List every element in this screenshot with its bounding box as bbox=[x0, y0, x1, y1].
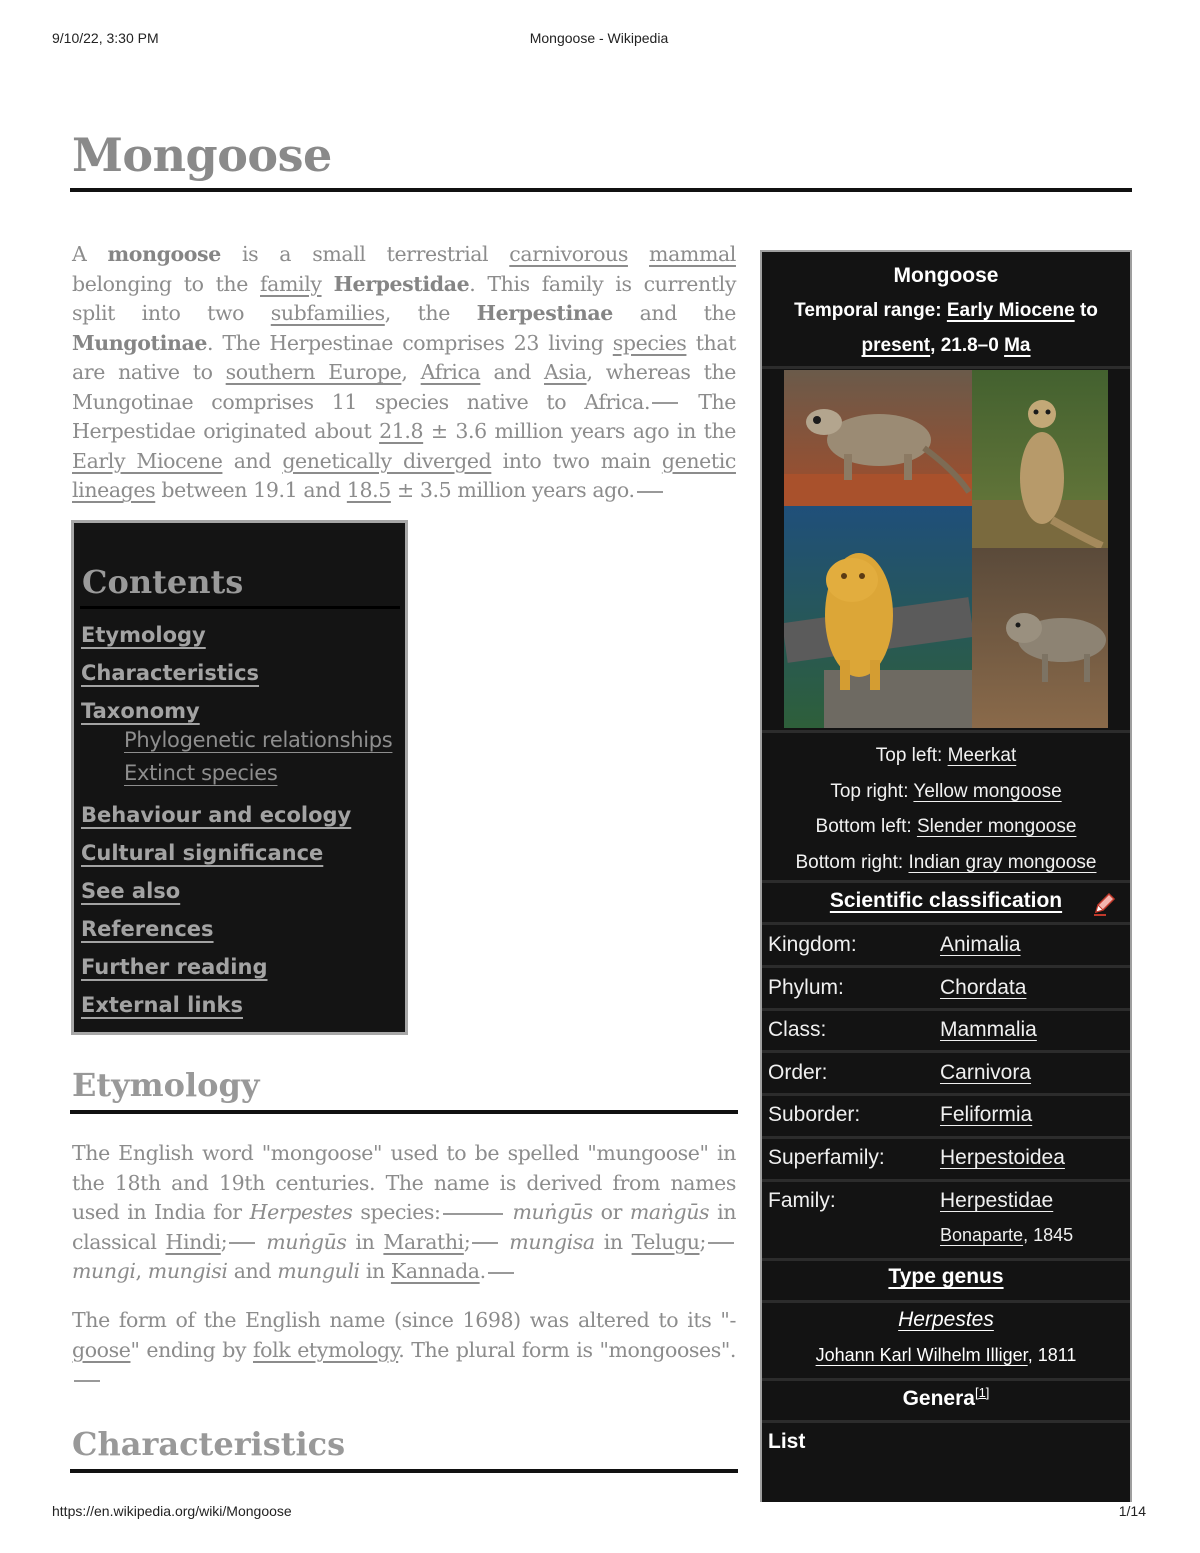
toc-list bbox=[81, 619, 392, 1027]
edit-pencil-icon[interactable] bbox=[1092, 890, 1116, 916]
link-herpestidae[interactable]: Herpestidae bbox=[940, 1189, 1054, 1212]
bold-term: Mungotinae bbox=[72, 330, 207, 355]
infobox bbox=[760, 250, 1132, 1502]
link-21-8[interactable]: 21.8 bbox=[379, 419, 424, 443]
link-mammal[interactable]: mammal bbox=[649, 242, 736, 266]
infobox-divider bbox=[762, 1258, 1130, 1261]
etymology-paragraph-2: The form of the English name (since 1698) was altered to its "-goose" ending by folk etymology. The plural form is "mongooses". bbox=[72, 1306, 736, 1395]
title-divider bbox=[70, 188, 1132, 192]
bold-term: Herpestidae bbox=[333, 271, 470, 296]
link-carnivorous[interactable]: carnivorous bbox=[509, 242, 628, 266]
toc-item-behaviour-and-ecology[interactable]: Behaviour and ecology bbox=[81, 803, 352, 827]
link-18-5[interactable]: 18.5 bbox=[346, 478, 391, 502]
etymology-paragraph-1: The English word "mongoose" used to be spelled "mungoose" in the 18th and 19th centuries. The name is derived from names used in India for Herpestes species: muṅgūs or maṅgūs in classical Hindi; muṅgūs in Marathi; mungisa in Telugu; mungi, mungisi and munguli in Kannada. bbox=[72, 1141, 737, 1283]
link-southern-europe[interactable]: southern Europe bbox=[225, 360, 402, 384]
citation-link[interactable]: [1] bbox=[974, 1385, 990, 1400]
footnote-marker[interactable] bbox=[443, 1213, 503, 1215]
footnote-marker[interactable] bbox=[708, 1242, 734, 1244]
infobox-divider bbox=[762, 1378, 1130, 1381]
footnote-marker[interactable] bbox=[74, 1380, 100, 1382]
section-heading-etymology: Etymology bbox=[72, 1066, 260, 1104]
link-africa[interactable]: Africa bbox=[420, 360, 481, 384]
footnote-marker[interactable] bbox=[472, 1242, 498, 1244]
taxon-row-superfamily: Superfamily: Herpestoidea bbox=[768, 1146, 1065, 1169]
link-subfamilies[interactable]: subfamilies bbox=[270, 301, 385, 325]
infobox-divider bbox=[762, 1420, 1130, 1423]
link-goose[interactable]: goose bbox=[72, 1337, 131, 1362]
type-genus-authority: Johann Karl Wilhelm Illiger, 1811 bbox=[815, 1345, 1077, 1365]
link-kannada[interactable]: Kannada bbox=[390, 1259, 480, 1283]
genera-header: Genera[1] bbox=[902, 1385, 990, 1410]
link-hindi[interactable]: Hindi bbox=[165, 1229, 221, 1254]
indian-gray-mongoose-photo bbox=[972, 548, 1108, 728]
section-divider bbox=[70, 1110, 738, 1114]
taxon-row-suborder: Suborder: Feliformia bbox=[768, 1103, 1033, 1126]
infobox-divider bbox=[762, 1300, 1130, 1303]
caption-line: Bottom left: Slender mongoose bbox=[815, 816, 1077, 837]
link-genetic-lineages[interactable]: genetic lineages bbox=[72, 448, 736, 502]
page-title: Mongoose bbox=[72, 128, 332, 182]
family-authority: Bonaparte, 1845 bbox=[940, 1225, 1074, 1245]
taxon-row-class: Class: Mammalia bbox=[768, 1018, 1037, 1041]
link-family[interactable]: family bbox=[260, 271, 322, 296]
link-scientific-classification[interactable]: Scientific classification bbox=[829, 889, 1063, 912]
temporal-range-values: present, 21.8–0 Ma bbox=[861, 335, 1031, 356]
caption-line: Top right: Yellow mongoose bbox=[830, 780, 1062, 802]
link-chordata[interactable]: Chordata bbox=[940, 976, 1027, 999]
caption-line: Top left: Meerkat bbox=[875, 745, 1017, 766]
toc-item-taxonomy[interactable]: Taxonomy bbox=[81, 699, 200, 723]
link-illiger[interactable]: Johann Karl Wilhelm Illiger bbox=[815, 1345, 1028, 1365]
link-slender-mongoose[interactable]: Slender mongoose bbox=[916, 816, 1077, 837]
link-feliformia[interactable]: Feliformia bbox=[940, 1103, 1033, 1126]
print-page-title: Mongoose - Wikipedia bbox=[529, 30, 669, 46]
toc-item-see-also[interactable]: See also bbox=[81, 879, 181, 903]
link-mammalia[interactable]: Mammalia bbox=[940, 1018, 1037, 1041]
toc-item-characteristics[interactable]: Characteristics bbox=[81, 661, 260, 685]
taxon-row-family: Family: Herpestidae Bonaparte, 1845 bbox=[768, 1189, 1074, 1245]
footnote-marker[interactable] bbox=[637, 491, 663, 493]
taxon-row-phylum: Phylum: Chordata bbox=[768, 976, 1027, 999]
footnote-marker[interactable] bbox=[488, 1272, 514, 1274]
link-indian-gray-mongoose[interactable]: Indian gray mongoose bbox=[908, 851, 1097, 873]
link-type-genus[interactable]: Type genus bbox=[888, 1265, 1004, 1288]
toc-divider bbox=[80, 606, 400, 609]
toc-item-further-reading[interactable]: Further reading bbox=[81, 955, 268, 979]
link-yellow-mongoose[interactable]: Yellow mongoose bbox=[913, 780, 1062, 802]
link-herpestes[interactable]: Herpestes bbox=[898, 1308, 994, 1331]
bold-term: mongoose bbox=[107, 242, 221, 266]
link-marathi[interactable]: Marathi bbox=[383, 1229, 464, 1254]
link-folk-etymology[interactable]: folk etymology bbox=[253, 1337, 399, 1362]
toc-item-references[interactable]: References bbox=[81, 917, 214, 941]
link-herpestoidea[interactable]: Herpestoidea bbox=[940, 1146, 1065, 1169]
infobox-divider bbox=[762, 730, 1130, 733]
infobox-divider bbox=[762, 880, 1130, 883]
link-telugu[interactable]: Telugu bbox=[631, 1229, 700, 1254]
image-caption bbox=[762, 738, 1130, 880]
link-asia[interactable]: Asia bbox=[544, 360, 587, 384]
link-present[interactable]: present bbox=[861, 335, 931, 356]
temporal-range: Temporal range: Early Miocene to bbox=[794, 300, 1098, 321]
print-footer bbox=[52, 1503, 1146, 1523]
table-of-contents bbox=[71, 520, 408, 1035]
scientific-classification-header bbox=[762, 885, 1130, 921]
link-ma[interactable]: Ma bbox=[1004, 335, 1031, 356]
section-heading-characteristics: Characteristics bbox=[72, 1425, 346, 1463]
infobox-title: Mongoose bbox=[893, 264, 999, 287]
print-page-number: 1/14 bbox=[1118, 1503, 1146, 1519]
toc-item-cultural-significance[interactable]: Cultural significance bbox=[81, 841, 324, 865]
type-genus-header bbox=[762, 1265, 1130, 1289]
taxon-row-order: Order: Carnivora bbox=[768, 1061, 1032, 1084]
link-early-miocene[interactable]: Early Miocene bbox=[72, 448, 223, 473]
link-meerkat[interactable]: Meerkat bbox=[947, 745, 1017, 766]
footnote-marker[interactable] bbox=[652, 402, 678, 404]
mongoose-collage-image[interactable] bbox=[784, 370, 1108, 728]
taxon-row-kingdom: Kingdom: Animalia bbox=[768, 933, 1021, 956]
toc-subitem-phylogenetic-relationships[interactable]: Phylogenetic relationships bbox=[124, 728, 393, 752]
link-species[interactable]: species bbox=[612, 330, 687, 355]
link-animalia[interactable]: Animalia bbox=[940, 933, 1021, 956]
slender-mongoose-photo bbox=[784, 506, 974, 728]
lead-paragraph: A mongoose is a small terrestrial carnivorous mammal belonging to the family Herpestidae. This family is currently split into two subfamilies, the Herpestinae and the Mungotinae. The Herpestinae comprises 23 living species that are native to southern Europe, Africa and Asia, whereas the Mungotinae comprises 11 species native to Africa. The Herpestidae originated about 21.8 ± 3.6 million years ago in the Early Miocene and genetically diverged into two main genetic lineages between 19.1 and 18.5 ± 3.5 million years ago. bbox=[72, 242, 737, 502]
infobox-divider bbox=[762, 366, 1130, 369]
infobox-header bbox=[762, 252, 1130, 366]
link-genetically-diverged[interactable]: genetically diverged bbox=[282, 448, 492, 473]
toc-title: Contents bbox=[82, 563, 244, 601]
link-carnivora[interactable]: Carnivora bbox=[940, 1061, 1032, 1084]
toc-item-external-links[interactable]: External links bbox=[81, 993, 243, 1017]
meerkat-photo bbox=[784, 370, 972, 506]
yellow-mongoose-photo bbox=[972, 370, 1108, 548]
toc-subitem-extinct-species[interactable]: Extinct species bbox=[124, 761, 278, 785]
footnote-marker[interactable] bbox=[229, 1242, 255, 1244]
print-header bbox=[52, 30, 1146, 50]
toc-item-etymology[interactable]: Etymology bbox=[81, 623, 206, 647]
link-early-miocene[interactable]: Early Miocene bbox=[946, 300, 1075, 321]
bold-term: Herpestinae bbox=[476, 301, 613, 325]
link-bonaparte[interactable]: Bonaparte bbox=[940, 1225, 1024, 1245]
print-url: https://en.wikipedia.org/wiki/Mongoose bbox=[52, 1503, 292, 1519]
genera-list-toggle[interactable]: List bbox=[768, 1430, 806, 1453]
caption-line: Bottom right: Indian gray mongoose bbox=[795, 851, 1097, 873]
print-datetime: 9/10/22, 3:30 PM bbox=[52, 30, 159, 46]
type-genus-name bbox=[762, 1308, 1130, 1332]
section-divider bbox=[70, 1469, 738, 1473]
